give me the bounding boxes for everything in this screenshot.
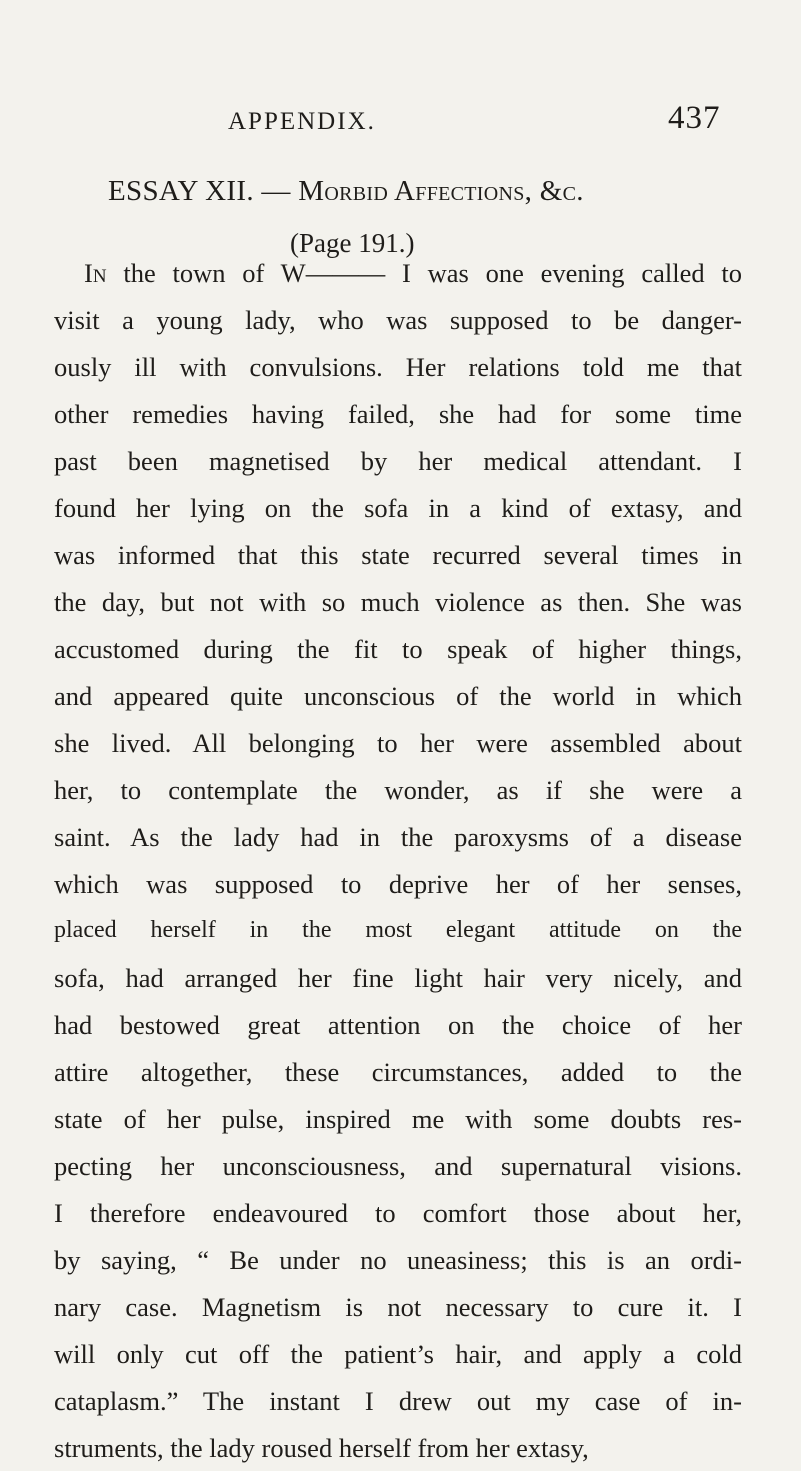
text-line: her, to contemplate the wonder, as if she were a: [54, 775, 742, 805]
text-line: by saying, “ Be under no uneasiness; this is an ordi-: [54, 1245, 742, 1275]
text-line: was informed that this state recurred several times in: [54, 540, 742, 570]
text-line: attire altogether, these circumstances, added to the: [54, 1057, 742, 1087]
text-line: struments, the lady roused herself from her extasy,: [54, 1433, 589, 1463]
text-line: nary case. Magnetism is not necessary to cure it. I: [54, 1292, 742, 1322]
text-line: In the town of W——— I was one evening called to: [84, 258, 742, 288]
text-line: will only cut off the patient’s hair, and apply a cold: [54, 1339, 742, 1369]
text-line: past been magnetised by her medical attendant. I: [54, 446, 742, 476]
text-line: placed herself in the most elegant attitude on the: [54, 917, 742, 943]
text-line: had bestowed great attention on the choice of her: [54, 1010, 742, 1040]
text-line: other remedies having failed, she had for some time: [54, 399, 742, 429]
text-line: which was supposed to deprive her of her senses,: [54, 869, 742, 899]
page-number: 437: [668, 100, 721, 136]
text-line: I therefore endeavoured to comfort those about her,: [54, 1198, 742, 1228]
text-line: and appeared quite unconscious of the world in which: [54, 681, 742, 711]
text-line: visit a young lady, who was supposed to be danger-: [54, 305, 742, 335]
text-line: found her lying on the sofa in a kind of extasy, and: [54, 493, 742, 523]
text-line: sofa, had arranged her fine light hair very nicely, and: [54, 963, 742, 993]
page-reference: (Page 191.): [290, 228, 415, 258]
text-line: the day, but not with so much violence as then. She was: [54, 587, 742, 617]
running-head: APPENDIX.: [228, 108, 376, 135]
essay-number: ESSAY XII. —: [108, 175, 299, 207]
text-line: accustomed during the fit to speak of higher things,: [54, 634, 742, 664]
text-line: state of her pulse, inspired me with some doubts res-: [54, 1104, 742, 1134]
text-line: cataplasm.” The instant I drew out my case of in-: [54, 1386, 742, 1416]
essay-heading: [108, 175, 584, 208]
text-line: ously ill with convulsions. Her relations told me that: [54, 352, 742, 382]
text-line: saint. As the lady had in the paroxysms of a disease: [54, 822, 742, 852]
text-line: pecting her unconsciousness, and supernatural visions.: [54, 1151, 742, 1181]
text-line: she lived. All belonging to her were assembled about: [54, 728, 742, 758]
opening-word: In: [84, 258, 107, 288]
essay-title: Morbid Affections, &c.: [298, 175, 584, 207]
